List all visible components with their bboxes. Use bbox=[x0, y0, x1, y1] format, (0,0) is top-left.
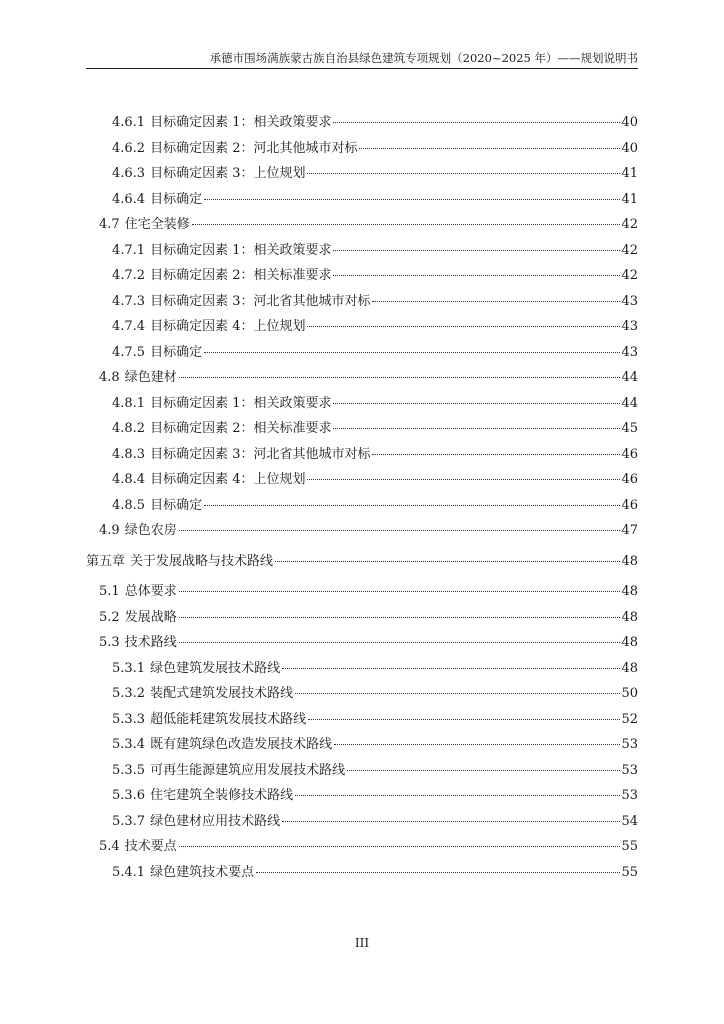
toc-entry-title: 技术要点 bbox=[124, 839, 177, 854]
toc-entry[interactable] bbox=[86, 417, 638, 443]
toc-entry-number: 4.8.2 bbox=[112, 421, 146, 436]
toc-entry-title: 绿色建筑技术要点 bbox=[150, 864, 255, 880]
dot-leader bbox=[204, 505, 620, 506]
toc-entry-number: 4.9 bbox=[99, 523, 120, 538]
toc-entry-number: 5.3.4 bbox=[112, 737, 146, 752]
toc-entry-page: 40 bbox=[621, 140, 638, 156]
toc-entry-page: 53 bbox=[621, 762, 638, 778]
dot-leader bbox=[179, 617, 621, 618]
toc-entry-page: 43 bbox=[621, 344, 638, 360]
toc-entry[interactable] bbox=[86, 682, 638, 708]
toc-entry-page: 48 bbox=[621, 609, 638, 625]
toc-entry-number: 4.8.3 bbox=[112, 446, 146, 462]
toc-entry[interactable] bbox=[86, 111, 638, 137]
toc-entry-page: 55 bbox=[621, 864, 638, 880]
dot-leader bbox=[347, 770, 620, 771]
toc-entry[interactable] bbox=[86, 835, 638, 861]
toc-entry-page: 48 bbox=[621, 584, 638, 599]
toc-entry-title: 目标确定因素 1：相关政策要求 bbox=[150, 242, 332, 258]
toc-entry-title: 住宅全装修 bbox=[124, 217, 190, 232]
toc-entry-number: 4.7.2 bbox=[112, 268, 146, 283]
toc-entry-number: 4.8 bbox=[99, 370, 120, 385]
toc-entry[interactable] bbox=[86, 315, 638, 341]
toc-entry[interactable] bbox=[86, 606, 638, 632]
toc-entry-title: 绿色建筑发展技术路线 bbox=[150, 660, 281, 676]
dot-leader bbox=[295, 795, 620, 796]
dot-leader bbox=[179, 846, 621, 847]
toc-entry-page: 43 bbox=[621, 319, 638, 334]
toc-entry-number: 5.3.6 bbox=[112, 788, 146, 803]
dot-leader bbox=[179, 530, 621, 531]
toc-entry-page: 55 bbox=[621, 839, 638, 854]
toc-entry-title: 关于发展战略与技术路线 bbox=[130, 553, 274, 569]
toc-entry[interactable] bbox=[86, 657, 638, 683]
dot-leader bbox=[333, 250, 620, 251]
toc-entry-page: 54 bbox=[621, 813, 638, 829]
toc-entry-page: 48 bbox=[621, 660, 638, 676]
toc-entry-page: 45 bbox=[621, 421, 638, 436]
toc-entry[interactable] bbox=[86, 392, 638, 418]
toc-entry-title: 目标确定 bbox=[150, 191, 203, 207]
toc-entry-title: 发展战略 bbox=[124, 609, 177, 625]
toc-entry[interactable] bbox=[86, 366, 638, 392]
toc-entry-page: 44 bbox=[621, 395, 638, 411]
toc-entry[interactable] bbox=[86, 162, 638, 188]
dot-leader bbox=[307, 479, 620, 480]
toc-entry-number: 5.4.1 bbox=[112, 864, 146, 880]
toc-entry-page: 43 bbox=[621, 293, 638, 309]
toc-entry-number: 4.7.1 bbox=[112, 242, 146, 258]
toc-entry[interactable] bbox=[86, 188, 638, 214]
toc-entry-title: 可再生能源建筑应用发展技术路线 bbox=[150, 762, 346, 778]
toc-entry-number: 4.7 bbox=[99, 217, 120, 232]
toc-entry-page: 46 bbox=[621, 446, 638, 462]
toc-entry-number: 5.3 bbox=[99, 635, 120, 650]
toc-entry-title: 目标确定因素 3：上位规划 bbox=[150, 166, 306, 181]
toc-entry-page: 53 bbox=[621, 788, 638, 803]
dot-leader bbox=[372, 454, 620, 455]
toc-entry-number: 4.6.4 bbox=[112, 191, 146, 207]
toc-entry[interactable] bbox=[86, 810, 638, 836]
toc-entry-number: 4.6.2 bbox=[112, 140, 146, 156]
toc-entry-number: 5.3.2 bbox=[112, 686, 146, 701]
dot-leader bbox=[295, 693, 620, 694]
dot-leader bbox=[333, 122, 620, 123]
toc-entry[interactable] bbox=[86, 580, 638, 606]
toc-entry-number: 5.3.5 bbox=[112, 762, 146, 778]
toc-entry-title: 住宅建筑全装修技术路线 bbox=[150, 788, 294, 803]
page-number: III bbox=[354, 936, 370, 950]
toc-entry[interactable] bbox=[86, 861, 638, 887]
dot-leader bbox=[256, 872, 620, 873]
toc-entry[interactable] bbox=[86, 213, 638, 239]
toc-entry-page: 46 bbox=[621, 472, 638, 487]
toc-entry[interactable] bbox=[86, 784, 638, 810]
dot-leader bbox=[307, 173, 620, 174]
dot-leader bbox=[179, 591, 621, 592]
dot-leader bbox=[334, 744, 620, 745]
table-of-contents bbox=[86, 111, 638, 886]
toc-entry[interactable] bbox=[86, 239, 638, 265]
toc-entry-page: 42 bbox=[621, 268, 638, 283]
dot-leader bbox=[192, 224, 621, 225]
toc-entry-page: 46 bbox=[621, 497, 638, 513]
toc-entry[interactable] bbox=[86, 759, 638, 785]
toc-entry-title: 目标确定 bbox=[150, 344, 203, 360]
dot-leader bbox=[204, 352, 620, 353]
toc-entry-title: 目标确定因素 4：上位规划 bbox=[150, 472, 306, 487]
toc-entry-number: 4.6.3 bbox=[112, 166, 146, 181]
toc-entry[interactable] bbox=[86, 708, 638, 734]
toc-entry[interactable] bbox=[86, 494, 638, 520]
toc-entry-title: 目标确定因素 2：河北其他城市对标 bbox=[150, 140, 358, 156]
toc-entry-title: 技术路线 bbox=[124, 635, 177, 650]
toc-entry-title: 绿色农房 bbox=[124, 523, 177, 538]
toc-entry-page: 53 bbox=[621, 737, 638, 752]
dot-leader bbox=[307, 326, 620, 327]
toc-entry[interactable] bbox=[86, 443, 638, 469]
toc-entry-page: 48 bbox=[621, 635, 638, 650]
toc-entry-title: 目标确定因素 3：河北省其他城市对标 bbox=[150, 446, 371, 462]
dot-leader bbox=[333, 275, 620, 276]
toc-entry-number: 4.8.5 bbox=[112, 497, 146, 513]
toc-entry-title: 目标确定因素 1：相关政策要求 bbox=[150, 115, 332, 130]
toc-entry-number: 4.8.1 bbox=[112, 395, 146, 411]
toc-entry-number: 5.3.1 bbox=[112, 660, 146, 676]
dot-leader bbox=[333, 428, 620, 429]
dot-leader bbox=[282, 668, 620, 669]
toc-entry-title: 目标确定因素 2：相关标准要求 bbox=[150, 421, 332, 436]
toc-entry-page: 40 bbox=[621, 115, 638, 130]
toc-entry[interactable] bbox=[86, 519, 638, 545]
toc-entry[interactable] bbox=[86, 550, 638, 576]
dot-leader bbox=[282, 821, 620, 822]
dot-leader bbox=[275, 561, 620, 562]
toc-entry-page: 41 bbox=[621, 166, 638, 181]
toc-entry[interactable] bbox=[86, 733, 638, 759]
toc-entry-page: 50 bbox=[621, 686, 638, 701]
toc-entry-number: 4.8.4 bbox=[112, 472, 146, 487]
toc-entry-number: 5.3.7 bbox=[112, 813, 146, 829]
toc-entry[interactable] bbox=[86, 264, 638, 290]
toc-entry-title: 超低能耗建筑发展技术路线 bbox=[150, 711, 307, 727]
dot-leader bbox=[179, 377, 621, 378]
toc-entry-number: 5.2 bbox=[99, 609, 120, 625]
toc-entry[interactable] bbox=[86, 137, 638, 163]
toc-entry-number: 5.3.3 bbox=[112, 711, 146, 727]
toc-entry-title: 目标确定因素 4：上位规划 bbox=[150, 319, 306, 334]
toc-entry-title: 既有建筑绿色改造发展技术路线 bbox=[150, 737, 333, 752]
toc-entry-page: 42 bbox=[621, 217, 638, 232]
toc-entry-title: 绿色建材应用技术路线 bbox=[150, 813, 281, 829]
toc-entry-number: 4.7.5 bbox=[112, 344, 146, 360]
dot-leader bbox=[372, 301, 620, 302]
toc-entry-page: 47 bbox=[621, 523, 638, 538]
toc-entry-title: 目标确定因素 3：河北省其他城市对标 bbox=[150, 293, 371, 309]
toc-entry-title: 目标确定 bbox=[150, 497, 203, 513]
toc-entry-page: 48 bbox=[621, 553, 638, 569]
toc-entry[interactable] bbox=[86, 631, 638, 657]
toc-entry-page: 52 bbox=[621, 711, 638, 727]
toc-entry-page: 41 bbox=[621, 191, 638, 207]
toc-entry-number: 5.1 bbox=[99, 584, 120, 599]
toc-entry-number: 4.7.4 bbox=[112, 319, 146, 334]
dot-leader bbox=[359, 148, 620, 149]
toc-entry[interactable] bbox=[86, 341, 638, 367]
toc-entry-title: 总体要求 bbox=[124, 584, 177, 599]
dot-leader bbox=[333, 403, 620, 404]
toc-entry-number: 4.7.3 bbox=[112, 293, 146, 309]
toc-entry-page: 44 bbox=[621, 370, 638, 385]
toc-entry-title: 目标确定因素 2：相关标准要求 bbox=[150, 268, 332, 283]
toc-entry[interactable] bbox=[86, 290, 638, 316]
toc-entry[interactable] bbox=[86, 468, 638, 494]
toc-entry-title: 绿色建材 bbox=[124, 370, 177, 385]
toc-entry-number: 5.4 bbox=[99, 839, 120, 854]
running-header: 承德市围场满族蒙古族自治县绿色建筑专项规划（2020~2025 年）——规划说明书 bbox=[86, 50, 638, 69]
dot-leader bbox=[179, 642, 621, 643]
toc-entry-title: 装配式建筑发展技术路线 bbox=[150, 686, 294, 701]
toc-entry-page: 42 bbox=[621, 242, 638, 258]
toc-entry-number: 4.6.1 bbox=[112, 115, 146, 130]
dot-leader bbox=[308, 719, 620, 720]
toc-entry-title: 目标确定因素 1：相关政策要求 bbox=[150, 395, 332, 411]
toc-entry-number: 第五章 bbox=[86, 553, 126, 569]
dot-leader bbox=[204, 199, 620, 200]
